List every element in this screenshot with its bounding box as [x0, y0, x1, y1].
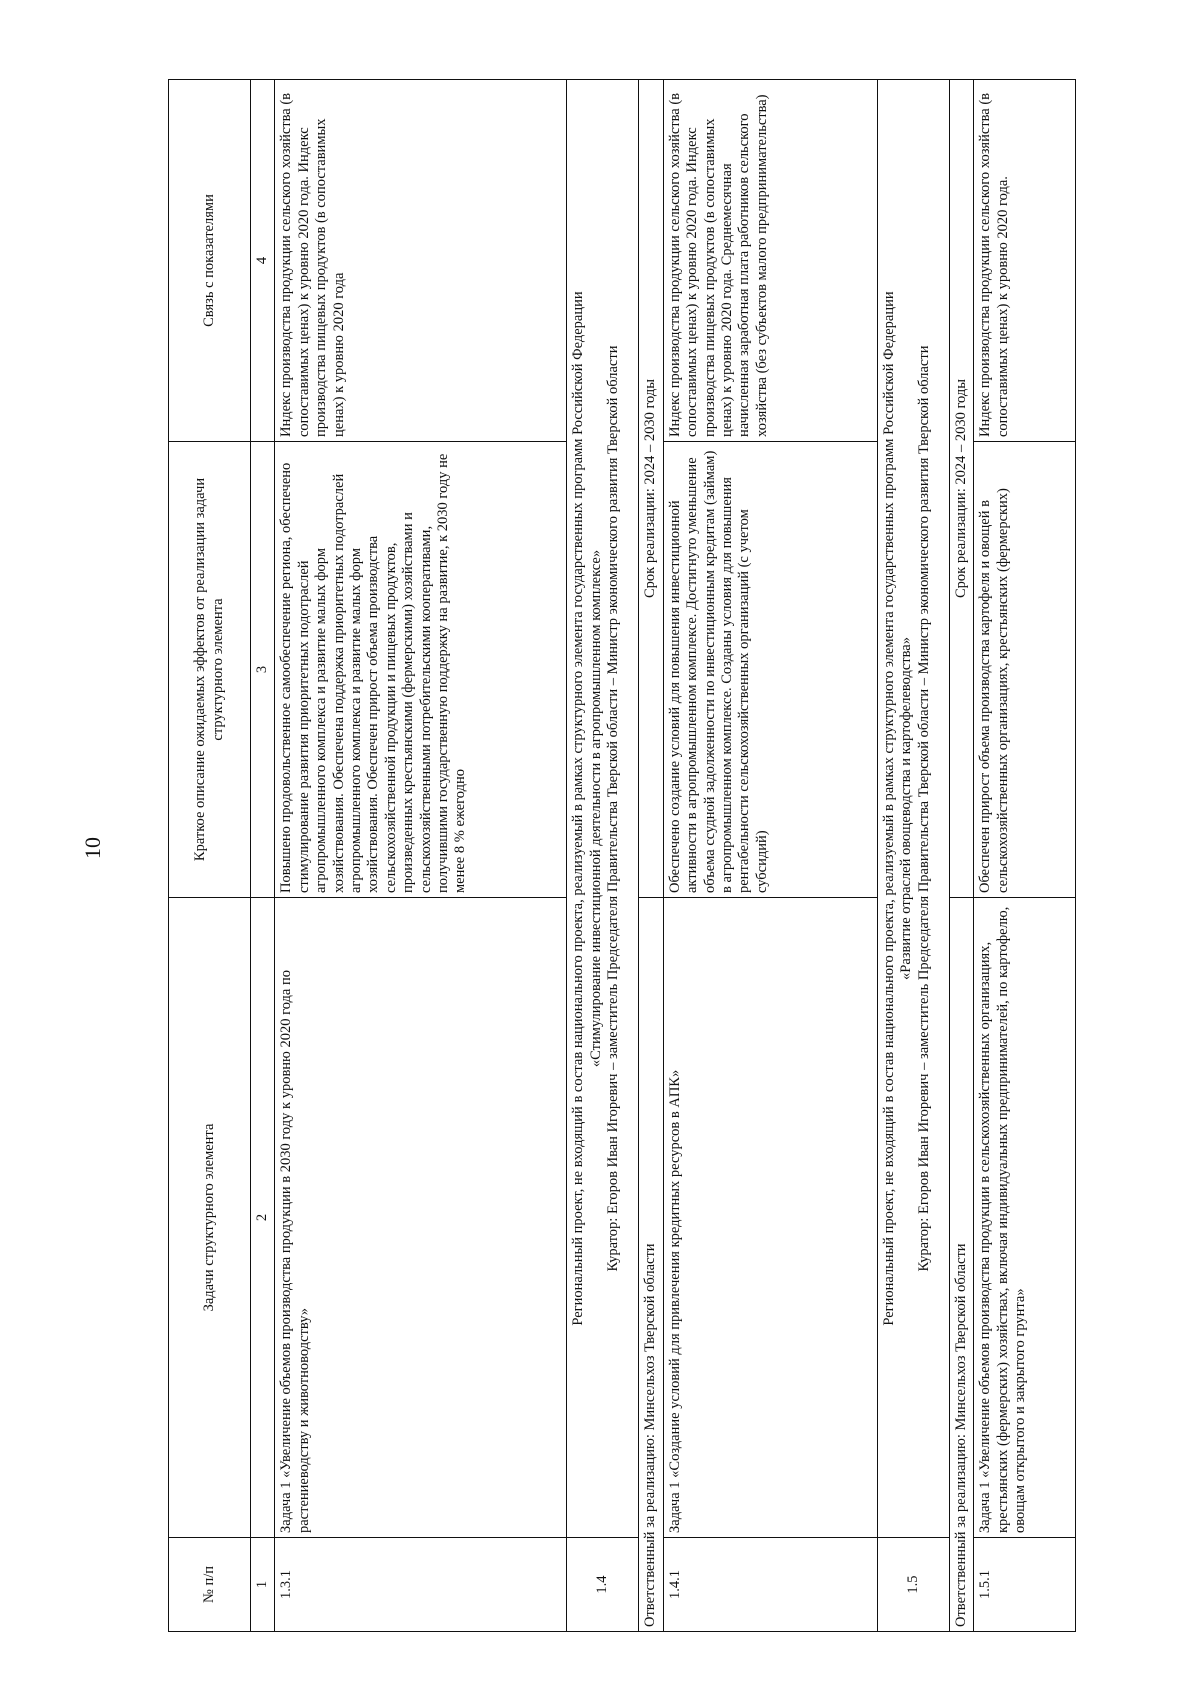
row-task: Задача 1 «Создание условий для привлечения кредитных ресурсов в АПК» — [663, 898, 877, 1538]
row-effects: Обеспечен прирост объема производства картофеля и овощей в сельскохозяйственных организациях, крестьянских (фермерских) — [974, 442, 1076, 898]
section-line-3: Куратор: Егоров Иван Игоревич – заместитель Председателя Правительства Тверской области – Министр экономического развития Тверской области — [915, 345, 932, 1272]
row-task: Задача 1 «Увеличение объемов производства продукции в сельскохозяйственных организациях, крестьянских (фермерских) хозяйствах, включая индивидуальных предпринимателей, по картофелю, овощам открытого и закрытого грунта» — [974, 898, 1076, 1538]
row-num: 1.3.1 — [275, 1538, 567, 1632]
section-line-2: «Стимулирование инвестиционной деятельности в агропромышленном комплексе» — [587, 549, 604, 1068]
row-effects: Повышено продовольственное самообеспечение региона, обеспечено стимулирование развития приоритетных подотраслей агропромышленного комплекса и развитие малых форм хозяйствования. Обеспечена поддержка приоритетных подотраслей агропромышленного комплекса и развитие малых форм хозяйствования. Обеспечен прирост объема производства сельскохозяйственной продукции и пищевых продуктов, произведенных крестьянскими (фермерскими) хозяйствами и сельскохозяйственными потребительскими кооперативами, получившими государственную поддержку на развитие, к 2030 году не менее 8 % ежегодно — [275, 442, 567, 898]
section-line-1: Региональный проект, не входящий в состав национального проекта, реализуемый в рамках структурного элемента государственных программ Российской Федерации — [570, 291, 587, 1326]
responsible-label: Ответственный за реализацию: Минсельхоз Тверской области — [639, 898, 663, 1632]
table-row — [663, 80, 877, 1632]
section-title — [567, 80, 639, 1538]
responsible-row-1-5 — [949, 80, 973, 1632]
col-number-1: 1 — [251, 1538, 275, 1632]
column-number-row — [251, 80, 275, 1632]
row-indicators: Индекс производства продукции сельского хозяйства (в сопоставимых ценах) к уровню 2020 года. — [974, 80, 1076, 442]
responsible-row-1-4 — [639, 80, 663, 1632]
header-indicators: Связь с показателями — [169, 80, 251, 442]
term-label: Срок реализации: 2024 – 2030 годы — [639, 80, 663, 898]
section-num: 1.4 — [567, 1538, 639, 1632]
row-num: 1.5.1 — [974, 1538, 1076, 1632]
term-label: Срок реализации: 2024 – 2030 годы — [949, 80, 973, 898]
col-number-2: 2 — [251, 898, 275, 1538]
col-number-3: 3 — [251, 442, 275, 898]
header-task: Задачи структурного элемента — [169, 898, 251, 1538]
responsible-label: Ответственный за реализацию: Минсельхоз Тверской области — [949, 898, 973, 1632]
page-number: 10 — [80, 837, 105, 859]
table-row — [974, 80, 1076, 1632]
structural-elements-table — [168, 79, 1076, 1632]
section-row-1-4 — [567, 80, 639, 1632]
header-effects: Краткое описание ожидаемых эффектов от реализации задачи структурного элемента — [169, 442, 251, 898]
section-line-1: Региональный проект, не входящий в состав национального проекта, реализуемый в рамках структурного элемента государственных программ Российской Федерации — [880, 291, 897, 1326]
table-row — [275, 80, 567, 1632]
rotated-table-sheet — [168, 80, 1076, 1632]
header-num: № п/п — [169, 1538, 251, 1632]
section-line-2: «Развитие отраслей овощеводства и картофелеводства» — [898, 637, 915, 980]
section-line-3: Куратор: Егоров Иван Игоревич – заместитель Председателя Правительства Тверской области – Министр экономического развития Тверской области — [605, 345, 622, 1272]
row-indicators: Индекс производства продукции сельского хозяйства (в сопоставимых ценах) к уровню 2020 года. Индекс производства пищевых продуктов (в сопоставимых ценах) к уровню 2020 года. Среднемесячная начисленная заработная плата работников сельского хозяйства (без субъектов малого предпринимательства) — [663, 80, 877, 442]
row-task: Задача 1 «Увеличение объемов производства продукции в 2030 году к уровню 2020 года по растениеводству и животноводству» — [275, 898, 567, 1538]
row-effects: Обеспечено создание условий для повышения инвестиционной активности в агропромышленном комплексе. Достигнуто уменьшение объема ссудной задолженности по инвестиционным кредитам (займам) в агропромышленном комплексе. Созданы условия для повышения рентабельности сельскохозяйственных организаций (с учетом субсидий) — [663, 442, 877, 898]
row-num: 1.4.1 — [663, 1538, 877, 1632]
section-row-1-5 — [877, 80, 949, 1632]
row-indicators: Индекс производства продукции сельского хозяйства (в сопоставимых ценах) к уровню 2020 года. Индекс производства пищевых продуктов (в сопоставимых ценах) к уровню 2020 года — [275, 80, 567, 442]
section-title — [877, 80, 949, 1538]
header-row — [169, 80, 251, 1632]
section-num: 1.5 — [877, 1538, 949, 1632]
col-number-4: 4 — [251, 80, 275, 442]
